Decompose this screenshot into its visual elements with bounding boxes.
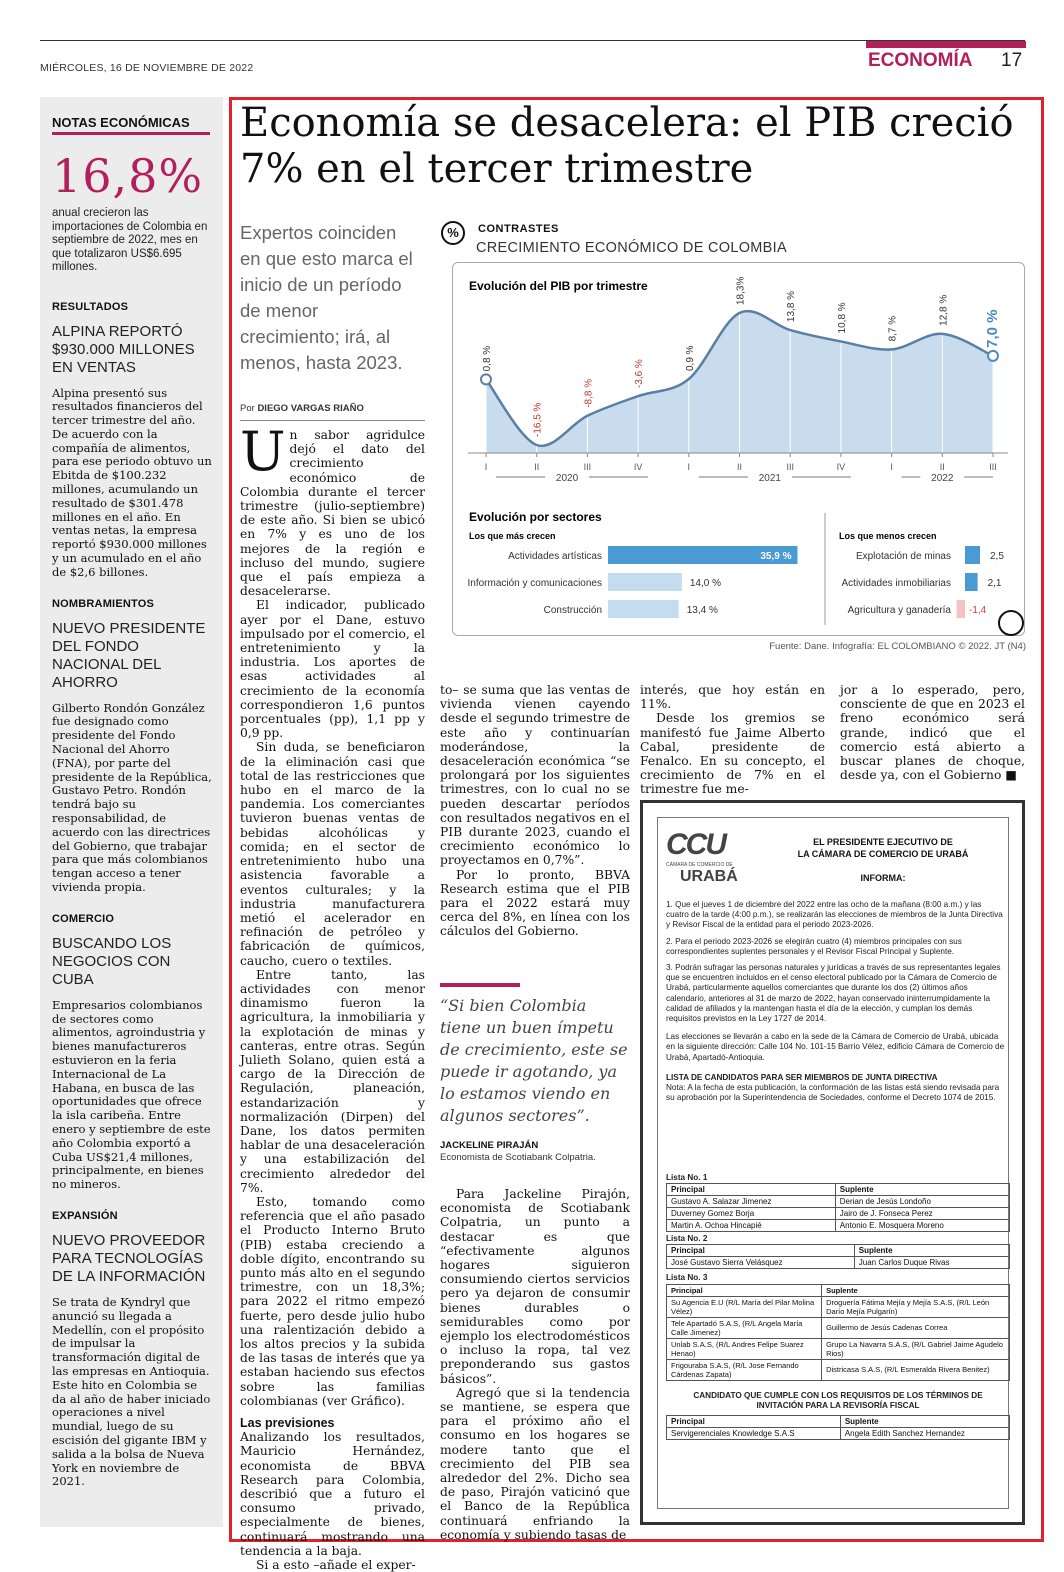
sector-label: Actividades artísticas bbox=[508, 551, 602, 562]
quote-author: JACKELINE PIRAJÁN bbox=[440, 1140, 539, 1151]
x-tick-label: II bbox=[736, 462, 743, 472]
notice-heading bbox=[768, 836, 998, 884]
note-headline: NUEVO PRESIDENTE DEL FONDO NACIONAL DEL AHORRO bbox=[52, 619, 206, 691]
sidebar-title: NOTAS ECONÓMICAS bbox=[52, 115, 210, 135]
year-label: 2020 bbox=[555, 473, 579, 484]
cell: Jairo de J. Fonseca Perez bbox=[835, 1208, 1009, 1220]
fiscal-table bbox=[666, 1415, 1010, 1440]
byline-prefix: Por bbox=[240, 403, 255, 414]
col-suplente: Suplente bbox=[854, 1245, 1009, 1257]
cell: Districasa S.A.S, (R/L Esmeralda Rivera Benitez) bbox=[822, 1359, 1010, 1380]
sector-value: 35,9 % bbox=[760, 551, 792, 562]
note-headline: ALPINA REPORTÓ $930.000 MILLONES EN VENTAS bbox=[52, 322, 195, 376]
paragraph: jor a lo esperado, pero, consciente de que en 2023 el freno económico será grande, indicó que el comercio está abierto a buscar planes de choque, desde ya, con el Gobierno ■ bbox=[840, 683, 1025, 783]
paragraph: El indicador, publicado ayer por el Dane, estuvo impulsado por el comercio, el entretenimiento y la industria. Los aportes de esas actividades al crecimiento de la economía correspondieron 1,6 puntos porcentuales (pp), 1,1 pp y 0,9 pp. bbox=[240, 598, 425, 741]
paragraph: Sin duda, se beneficiaron de la eliminación casi que total de las restricciones que hubo en el marco de la pandemia. Los comerciantes tuvieron buenas ventas de bebidas alcohólicas y comida; en el sector de entretenimiento hubo una asistencia favorable a eventos culturales; y la industria manufacturera metió el acelerador en refinación de petróleo y fabricación de químicos, caucho, cuero o textiles. bbox=[240, 740, 425, 968]
article-headline: Economía se desacelera: el PIB creció 7% en el tercer trimestre bbox=[240, 100, 1014, 192]
sector-bar bbox=[608, 600, 679, 618]
x-tick-label: I bbox=[484, 462, 488, 472]
col-principal: Principal bbox=[667, 1284, 822, 1296]
sector-label: Actividades inmobiliarias bbox=[841, 578, 951, 589]
paragraph: Para Jackeline Pirajón, economista de Scotiabank Colpatria, un punto a destacar es que “efectivamente algunos hogares siguieron consumiendo ciertos servicios pero ya dejaron de consumir bienes durables o semidurables como por ejemplo los electrodomésticos o incluso la ropa, tal vez preponderando sus gastos básicos”. bbox=[440, 1187, 630, 1386]
chart-source: Fuente: Dane. Infografía: EL COLOMBIANO © 2022. JT (N4) bbox=[769, 641, 1026, 652]
sector-label: Construcción bbox=[543, 605, 602, 616]
note-body: Empresarios colombianos de sectores como alimentos, agroindustria y bienes manufactureros estuvieron en la feria Internacional de La Habana, en busca de las oportunidades que ofrece la isla caribeña. Entre enero y septiembre de este año Colombia exportó a Cuba US$21,4 millones, principalmente, en bienes no mineros. bbox=[52, 997, 211, 1192]
paragraph: interés, que hoy están en 11%. bbox=[640, 683, 825, 712]
candidate-lists bbox=[666, 1173, 1010, 1440]
notice-paragraph: Las elecciones se llevarán a cabo en la sede de la Cámara de Comercio de Urabá, ubicada en la siguiente dirección: Calle 104 No. 101-15 Barrio Vélez, edificio Cámara de Comercio de Urabá, Apartadó-Antioquia. bbox=[666, 1032, 1005, 1062]
table-row bbox=[667, 1196, 1010, 1208]
paragraph: Si a esto –añade el exper- bbox=[256, 1558, 416, 1572]
col-suplente: Suplente bbox=[835, 1184, 1009, 1196]
col-principal: Principal bbox=[667, 1184, 836, 1196]
col-principal: Principal bbox=[667, 1245, 855, 1257]
paragraph: Analizando los resultados, Mauricio Hernández, economista de BBVA Research para Colombia, describió que a futuro el consumo privado, especialmente de bienes, continuará mostrando una tendencia a la baja. bbox=[240, 1430, 425, 1558]
table-row bbox=[667, 1257, 1010, 1269]
notice-paragraph: 2. Para el periodo 2023-2026 se elegirán cuatro (4) miembros principales con sus correspondientes suplentes personales y el Revisor Fiscal Principal y Suplente. bbox=[666, 936, 962, 956]
x-tick-label: II bbox=[534, 462, 540, 472]
data-label: 0,9 % bbox=[684, 345, 696, 371]
cell: Juan Carlos Duque Rivas bbox=[854, 1257, 1009, 1269]
sector-value: 14,0 % bbox=[689, 578, 722, 589]
note-section: RESULTADOS bbox=[52, 300, 129, 313]
section-bar bbox=[866, 41, 1026, 48]
cell: Derian de Jesús Londoño bbox=[835, 1196, 1009, 1208]
stat-text: anual crecieron las importaciones de Colombia en septiembre de 2022, mes en que totalizaron US$6.695 millones. bbox=[52, 207, 208, 273]
sector-value: 2,1 bbox=[987, 578, 1002, 589]
paragraph: Agregó que si la tendencia se mantiene, se espera que para el próximo año el consumo en los hogares se modere tanto que el crecimiento del PIB sea alrededor del 2%. Dicho sea de paso, Pirajón vaticinó que el Banco de la República continuará enfriando la economía y subiendo tasas de bbox=[440, 1385, 630, 1542]
cell: Unlab S.A.S, (R/L Andres Felipe Suarez Henao) bbox=[667, 1338, 822, 1359]
note-headline: BUSCANDO LOS NEGOCIOS CON CUBA bbox=[52, 934, 172, 988]
data-label: 18,3% bbox=[735, 276, 747, 305]
quote-role: Economista de Scotiabank Colpatria. bbox=[440, 1152, 596, 1163]
issue-date: MIÉRCOLES, 16 DE NOVIEMBRE DE 2022 bbox=[40, 62, 254, 74]
logo-mark: CCU bbox=[666, 828, 725, 861]
notice-title-line1: EL PRESIDENTE EJECUTIVO DE bbox=[813, 837, 953, 847]
list-name: Lista No. 1 bbox=[666, 1173, 708, 1182]
sector-bar bbox=[608, 573, 682, 591]
paragraph: n sabor agridulce dejó el dato del crecimiento económico de Colombia durante el tercer trimestre (julio-septiembre) de este año. Si bien se ubicó en 7% y es uno de los mejores de la región e incluso del mundo, sugiere que el país empieza a desacelerarse. bbox=[240, 428, 425, 599]
article-column-4 bbox=[840, 683, 1025, 782]
drop-cap: U bbox=[240, 420, 286, 483]
data-label: 12,8 % bbox=[938, 294, 950, 326]
x-tick-label: II bbox=[939, 462, 945, 472]
data-label: -16,5 % bbox=[532, 402, 544, 437]
chart-svg bbox=[453, 263, 1026, 637]
cell: Frigouraba S.A.S, (R/L Jose Fernando Cárdenas Zapata) bbox=[667, 1359, 822, 1380]
cell: Su Agencia E.U (R/L María del Pilar Molina Vélez) bbox=[667, 1296, 822, 1317]
data-label: 0,8 % bbox=[482, 345, 493, 372]
note-body: Alpina presentó sus resultados financieros del tercer trimestre del año. De acuerdo con la compañía de alimentos, para ese periodo obtuvo un Ebitda de $100.232 millones, acumulando un resultado de $301.478 millones en el año. En ventas netas, la empresa reportó $930.000 millones y un acumulado en el año de $2,6 billones. bbox=[52, 385, 212, 579]
quote-rule bbox=[440, 983, 520, 987]
sector-value: 2,5 bbox=[990, 551, 1004, 562]
sectors-title: Evolución por sectores bbox=[469, 510, 602, 524]
group-title: Los que menos crecen bbox=[839, 531, 937, 541]
cell: Guillermo de Jesús Cadenas Correa bbox=[822, 1317, 1010, 1338]
sector-value: 13,4 % bbox=[686, 605, 718, 616]
sector-bar bbox=[965, 573, 978, 591]
data-label: 10,8 % bbox=[836, 302, 848, 334]
year-label: 2021 bbox=[758, 473, 781, 484]
candidate-table bbox=[666, 1244, 1010, 1269]
ccu-logo bbox=[666, 828, 766, 886]
sector-label: Explotación de minas bbox=[855, 551, 951, 562]
list-name: Lista No. 3 bbox=[666, 1273, 708, 1283]
sidebar-notes bbox=[40, 97, 223, 1527]
article-column-2-bottom bbox=[440, 1187, 630, 1542]
paragraph: Esto, tomando como referencia que el año pasado el Producto Interno Bruto (PIB) estaba creciendo a doble dígito, encontrando su punto más alto en el segundo trimestre, con un 18,3%; para 2022 el ritmo empezó fuerte, pero desde julio hubo una ralentización debido a los altos precios y la subida de las tasas de interés que ya estaban haciendo sus efectos sobre las familias colombianas (ver Gráfico). bbox=[240, 1194, 425, 1408]
sector-label: Información y comunicaciones bbox=[467, 578, 602, 589]
cell: Gustavo A. Salazar Jimenez bbox=[667, 1196, 836, 1208]
cell: Martin A. Ochoa Hincapié bbox=[667, 1220, 836, 1232]
table-row bbox=[667, 1317, 1010, 1338]
notice-paragraph: 1. Que el jueves 1 de diciembre del 2022 entre las ocho de la mañana (8:00 a.m.) y las cuatro de la tarde (4:00 p.m.), se realizarán las elecciones de miembros de la Junta Directiva y Revisor Fiscal de la entidad para el periodo 2023-2026. bbox=[666, 900, 1003, 930]
paragraph: to– se suma que las ventas de vivienda vienen cayendo desde el segundo trimestre de este año y continuarían moderándose, la desaceleración económica “se prolongará por los siguientes trimestres, con lo cual no se pueden descartar períodos con resultados negativos en el PIB durante 2023, cuando el crecimiento económico lo proyectamos en 0,7%”. bbox=[440, 683, 630, 868]
notice-inner bbox=[657, 817, 1009, 1509]
fiscal-title: CANDIDATO QUE CUMPLE CON LOS REQUISITOS DE LOS TÉRMINOS DE INVITACIÓN PARA LA REVISORÍA FISCAL bbox=[693, 1390, 983, 1410]
cell: José Gustavo Sierra Velásquez bbox=[667, 1257, 855, 1269]
logo-subtitle: CÁMARA DE COMERCIO DE bbox=[666, 862, 733, 868]
cell: Duverney Gomez Borja bbox=[667, 1208, 836, 1220]
data-label: 7,0 % bbox=[984, 309, 1001, 348]
notice-body bbox=[666, 900, 1006, 1103]
sector-bar bbox=[957, 600, 965, 618]
note-body: Se trata de Kyndryl que anunció su llegada a Medellín, con el propósito de impulsar la transformación digital de las empresas en Antioquia. Este hito en Colombia se da al año de haber iniciado operaciones a nivel mundial, luego de su escisión del gigante IBM y salida a la bolsa de Nueva York en noviembre de 2021. bbox=[52, 1294, 211, 1489]
cell: Droguería Fátima Mejía y Mejía S.A.S, (R/L León Darío Mejía Pulgarín) bbox=[822, 1296, 1010, 1317]
cell: Grupo La Navarra S.A.S, (R/L Gabriel Jaime Agudelo Rios) bbox=[822, 1338, 1010, 1359]
table-row bbox=[667, 1220, 1010, 1232]
col-suplente: Suplente bbox=[822, 1284, 1010, 1296]
list-name: Lista No. 2 bbox=[666, 1234, 708, 1244]
sector-label: Agricultura y ganadería bbox=[847, 605, 951, 616]
note-section: COMERCIO bbox=[52, 912, 115, 925]
table-row bbox=[667, 1428, 1010, 1440]
note-section: EXPANSIÓN bbox=[52, 1209, 118, 1222]
data-label: 13,8 % bbox=[786, 290, 798, 323]
x-tick-label: I bbox=[687, 462, 691, 472]
pull-quote: “Si bien Colombia tiene un buen ímpetu de crecimiento, este se puede ir agotando, ya lo estamos viendo en algunos sectores”. bbox=[440, 996, 628, 1125]
year-label: 2022 bbox=[931, 473, 954, 484]
paragraph: Desde los gremios se manifestó fue Jaime Alberto Cabal, presidente de Fenalco. En su concepto, el crecimiento de 7% en el trimestre fue me- bbox=[640, 711, 825, 797]
note-body: Gilberto Rondón González fue designado como presidente del Fondo Nacional del Ahorro (FNA), por parte del presidente de la República, Gustavo Petro. Rondón tendrá bajo su responsabilidad, de acuerdo con las directrices del Gobierno, que trabajar para que más colombianos tengan acceso a tener vivienda propia. bbox=[52, 700, 212, 895]
cell: Angela Edith Sanchez Hernandez bbox=[840, 1428, 1009, 1440]
sector-bar bbox=[965, 546, 980, 564]
percent-icon: % bbox=[441, 221, 465, 245]
cell: Servigerenciales Knowledge S.A.S bbox=[667, 1428, 841, 1440]
article-column-2 bbox=[440, 683, 630, 939]
data-label: -8,8 % bbox=[583, 378, 595, 408]
x-tick-label: I bbox=[890, 462, 893, 472]
chart-container bbox=[452, 262, 1025, 636]
article-column-1 bbox=[240, 420, 425, 1572]
table-row bbox=[667, 1338, 1010, 1359]
data-label: 8,7 % bbox=[887, 315, 899, 342]
notice-title-line2: LA CÁMARA DE COMERCIO DE URABÁ bbox=[797, 849, 969, 859]
candidate-table bbox=[666, 1284, 1010, 1381]
paragraph: Por lo pronto, BBVA Research estima que el PIB para el 2022 estará muy cerca del 8%, en línea con los cálculos del Gobierno. bbox=[440, 867, 630, 939]
article-dek: Expertos coinciden en que esto marca el inicio de un período de menor crecimiento; irá, al menos, hasta 2023. bbox=[240, 222, 413, 373]
x-tick-label: III bbox=[583, 462, 592, 472]
legal-notice bbox=[640, 800, 1025, 1525]
col-principal: Principal bbox=[667, 1416, 841, 1428]
section-name: ECONOMÍA bbox=[868, 50, 973, 71]
logo-city: URABÁ bbox=[680, 868, 738, 885]
col-suplente: Suplente bbox=[840, 1416, 1009, 1428]
pib-chart-title: Evolución del PIB por trimestre bbox=[469, 279, 648, 293]
cell: Antonio E. Mosquera Moreno bbox=[835, 1220, 1009, 1232]
paragraph: Entre tanto, las actividades con menor dinamismo fueron la agricultura, la inmobiliaria y la explotación de minas y canteras, entre otras. Según Julieth Solano, quien está a cargo de la Dirección de Regulación, planeación, estandarización y normalización (Dirpen) del Dane, los datos permiten hablar de una desaceleración y una estabilización del crecimiento alrededor del 7%. bbox=[240, 967, 425, 1195]
newspaper-logo-icon bbox=[999, 611, 1023, 635]
sector-value: -1,4 bbox=[969, 605, 987, 616]
page-number: 17 bbox=[1001, 50, 1023, 71]
byline bbox=[240, 403, 425, 421]
note-headline: NUEVO PROVEEDOR PARA TECNOLOGÍAS DE LA INFORMACIÓN bbox=[52, 1231, 206, 1285]
chart-header-title: CRECIMIENTO ECONÓMICO DE COLOMBIA bbox=[476, 240, 787, 256]
data-label: -3,6 % bbox=[634, 359, 646, 389]
x-tick-label: IV bbox=[633, 462, 643, 472]
x-tick-label: III bbox=[989, 462, 997, 472]
x-tick-label: IV bbox=[836, 462, 846, 472]
candidate-table bbox=[666, 1183, 1010, 1232]
cell: Tele Apartadó S.A.S, (R/L Angela María Calle Jimenez) bbox=[667, 1317, 822, 1338]
chart-kicker: CONTRASTES bbox=[478, 223, 559, 235]
subhead: Las previsiones bbox=[240, 1416, 335, 1431]
end-point bbox=[988, 351, 998, 361]
byline-author: DIEGO VARGAS RIAÑO bbox=[257, 403, 364, 414]
table-row bbox=[667, 1359, 1010, 1380]
big-stat: 16,8% bbox=[52, 149, 204, 203]
notice-paragraph: 3. Podrán sufragar las personas naturales y jurídicas a través de sus representantes legales que se encuentren incluidos en el censo electoral publicado por la Cámara de Comercio de Urabá, particularmente aquellos comerciantes que durante los dos (2) últimos años calendario, anteriores al 31 de marzo de 2022, hayan conservado ininterrumpidamente la calidad de afiliados y la mantengan hasta el día de la elección, y cumplan los demás requisitos previstos en la Ley 1727 de 2014. bbox=[666, 963, 1001, 1024]
table-row bbox=[667, 1208, 1010, 1220]
note-section: NOMBRAMIENTOS bbox=[52, 597, 155, 610]
table-row bbox=[667, 1296, 1010, 1317]
x-tick-label: III bbox=[786, 462, 794, 472]
start-point bbox=[481, 374, 491, 384]
notice-informa: INFORMA: bbox=[860, 873, 906, 883]
list-note: Nota: A la fecha de esta publicación, la conformación de las listas está siendo revisada para su aprobación por la Superintendencia de Sociedades, conforme el Decreto 1074 de 2015. bbox=[666, 1083, 1000, 1103]
group-title: Los que más crecen bbox=[469, 531, 556, 541]
article-column-3 bbox=[640, 683, 825, 797]
list-title: LISTA DE CANDIDATOS PARA SER MIEMBROS DE JUNTA DIRECTIVA bbox=[666, 1072, 938, 1082]
